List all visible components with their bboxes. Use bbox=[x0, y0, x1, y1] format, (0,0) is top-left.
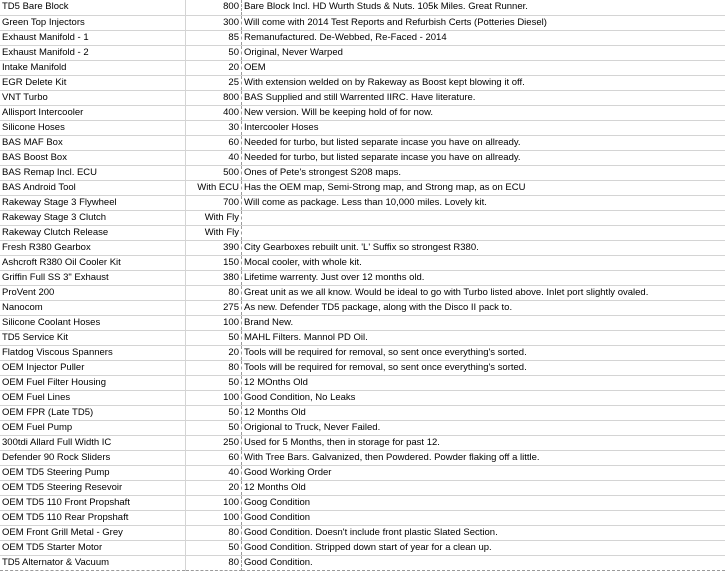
item-name-cell[interactable]: Nanocom bbox=[0, 300, 186, 315]
item-name-cell[interactable]: BAS Android Tool bbox=[0, 180, 186, 195]
price-cell[interactable]: 20 bbox=[186, 480, 242, 495]
notes-cell[interactable]: Ones of Pete's strongest S208 maps. bbox=[242, 165, 725, 180]
notes-cell[interactable]: With Tree Bars. Galvanized, then Powdered. Powder flaking off a little. bbox=[242, 450, 725, 465]
price-cell[interactable]: 50 bbox=[186, 405, 242, 420]
price-cell[interactable]: 25 bbox=[186, 75, 242, 90]
notes-cell[interactable]: Bare Block Incl. HD Wurth Studs & Nuts. 105k Miles. Great Runner. bbox=[242, 0, 725, 15]
price-cell[interactable]: 20 bbox=[186, 60, 242, 75]
table-row bbox=[0, 375, 725, 390]
item-name-cell[interactable]: OEM Injector Puller bbox=[0, 360, 186, 375]
price-cell[interactable]: 80 bbox=[186, 285, 242, 300]
notes-cell[interactable]: Mocal cooler, with whole kit. bbox=[242, 255, 725, 270]
notes-cell[interactable]: Will come with 2014 Test Reports and Refurbish Certs (Potteries Diesel) bbox=[242, 15, 725, 30]
item-name-cell[interactable]: Green Top Injectors bbox=[0, 15, 186, 30]
table-row bbox=[0, 75, 725, 90]
table-row bbox=[0, 165, 725, 180]
price-cell[interactable]: 300 bbox=[186, 15, 242, 30]
item-name-cell[interactable]: Exhaust Manifold - 2 bbox=[0, 45, 186, 60]
notes-cell[interactable]: Good Condition. bbox=[242, 555, 725, 570]
table-row bbox=[0, 270, 725, 285]
price-cell[interactable]: With ECU bbox=[186, 180, 242, 195]
item-name-cell[interactable]: BAS MAF Box bbox=[0, 135, 186, 150]
item-name-cell[interactable]: OEM Fuel Filter Housing bbox=[0, 375, 186, 390]
item-name-cell[interactable]: Flatdog Viscous Spanners bbox=[0, 345, 186, 360]
price-cell[interactable]: 80 bbox=[186, 360, 242, 375]
notes-cell[interactable]: Lifetime warrenty. Just over 12 months old. bbox=[242, 270, 725, 285]
price-cell[interactable]: With Fly bbox=[186, 225, 242, 240]
table-row bbox=[0, 345, 725, 360]
price-cell[interactable]: 380 bbox=[186, 270, 242, 285]
item-name-cell[interactable]: ProVent 200 bbox=[0, 285, 186, 300]
item-name-cell[interactable]: OEM TD5 110 Front Propshaft bbox=[0, 495, 186, 510]
table-row bbox=[0, 300, 725, 315]
notes-cell[interactable]: 12 MOnths Old bbox=[242, 375, 725, 390]
table-row bbox=[0, 480, 725, 495]
item-name-cell[interactable]: OEM TD5 Starter Motor bbox=[0, 540, 186, 555]
item-name-cell[interactable]: OEM Fuel Lines bbox=[0, 390, 186, 405]
table-row bbox=[0, 210, 725, 225]
notes-cell[interactable]: Needed for turbo, but listed separate incase you have on allready. bbox=[242, 150, 725, 165]
notes-cell[interactable]: Good Condition. Stripped down start of year for a clean up. bbox=[242, 540, 725, 555]
notes-cell[interactable]: BAS Supplied and still Warrented IIRC. Have literature. bbox=[242, 90, 725, 105]
table-row bbox=[0, 435, 725, 450]
notes-cell[interactable]: 12 Months Old bbox=[242, 480, 725, 495]
item-name-cell[interactable]: OEM TD5 Steering Resevoir bbox=[0, 480, 186, 495]
price-cell[interactable]: 85 bbox=[186, 30, 242, 45]
item-name-cell[interactable]: Griffin Full SS 3" Exhaust bbox=[0, 270, 186, 285]
notes-cell[interactable]: Brand New. bbox=[242, 315, 725, 330]
item-name-cell[interactable]: Intake Manifold bbox=[0, 60, 186, 75]
price-cell[interactable]: 50 bbox=[186, 375, 242, 390]
notes-cell[interactable] bbox=[242, 225, 725, 240]
table-row bbox=[0, 150, 725, 165]
price-cell[interactable]: 30 bbox=[186, 120, 242, 135]
notes-cell[interactable]: Intercooler Hoses bbox=[242, 120, 725, 135]
price-cell[interactable]: 40 bbox=[186, 150, 242, 165]
notes-cell[interactable]: Good Condition bbox=[242, 510, 725, 525]
notes-cell[interactable]: 12 Months Old bbox=[242, 405, 725, 420]
table-row bbox=[0, 495, 725, 510]
notes-cell[interactable]: Will come as package. Less than 10,000 miles. Lovely kit. bbox=[242, 195, 725, 210]
table-row bbox=[0, 105, 725, 120]
item-name-cell[interactable]: OEM TD5 110 Rear Propshaft bbox=[0, 510, 186, 525]
table-row bbox=[0, 135, 725, 150]
price-cell[interactable]: 100 bbox=[186, 510, 242, 525]
item-name-cell[interactable]: Allisport Intercooler bbox=[0, 105, 186, 120]
notes-cell[interactable]: Remanufactured. De-Webbed, Re-Faced - 2014 bbox=[242, 30, 725, 45]
item-name-cell[interactable]: Rakeway Stage 3 Flywheel bbox=[0, 195, 186, 210]
price-cell[interactable]: 50 bbox=[186, 45, 242, 60]
price-cell[interactable]: 80 bbox=[186, 525, 242, 540]
price-cell[interactable]: 100 bbox=[186, 495, 242, 510]
table-row bbox=[0, 195, 725, 210]
item-name-cell[interactable]: BAS Remap Incl. ECU bbox=[0, 165, 186, 180]
table-row bbox=[0, 225, 725, 240]
table-row bbox=[0, 240, 725, 255]
price-cell[interactable]: 250 bbox=[186, 435, 242, 450]
table-row bbox=[0, 180, 725, 195]
item-name-cell[interactable]: OEM Front Grill Metal - Grey bbox=[0, 525, 186, 540]
price-cell[interactable]: 50 bbox=[186, 330, 242, 345]
price-cell[interactable]: 700 bbox=[186, 195, 242, 210]
table-row bbox=[0, 405, 725, 420]
price-cell[interactable]: With Fly bbox=[186, 210, 242, 225]
price-cell[interactable]: 390 bbox=[186, 240, 242, 255]
item-name-cell[interactable]: Fresh R380 Gearbox bbox=[0, 240, 186, 255]
table-row bbox=[0, 420, 725, 435]
item-name-cell[interactable]: OEM TD5 Steering Pump bbox=[0, 465, 186, 480]
item-name-cell[interactable]: 300tdi Allard Full Width IC bbox=[0, 435, 186, 450]
table-row bbox=[0, 0, 725, 15]
price-cell[interactable]: 50 bbox=[186, 540, 242, 555]
item-name-cell[interactable]: Rakeway Stage 3 Clutch bbox=[0, 210, 186, 225]
table-row bbox=[0, 45, 725, 60]
item-name-cell[interactable]: BAS Boost Box bbox=[0, 150, 186, 165]
notes-cell[interactable]: Has the OEM map, Semi-Strong map, and Strong map, as on ECU bbox=[242, 180, 725, 195]
notes-cell[interactable]: Good Condition, No Leaks bbox=[242, 390, 725, 405]
table-row bbox=[0, 450, 725, 465]
notes-cell[interactable]: Good Working Order bbox=[242, 465, 725, 480]
price-cell[interactable]: 400 bbox=[186, 105, 242, 120]
item-name-cell[interactable]: VNT Turbo bbox=[0, 90, 186, 105]
price-cell[interactable]: 500 bbox=[186, 165, 242, 180]
table-row bbox=[0, 285, 725, 300]
notes-cell[interactable]: Original, Never Warped bbox=[242, 45, 725, 60]
price-cell[interactable]: 100 bbox=[186, 390, 242, 405]
item-name-cell[interactable]: TD5 Alternator & Vacuum bbox=[0, 555, 186, 570]
table-row bbox=[0, 120, 725, 135]
item-name-cell[interactable]: OEM Fuel Pump bbox=[0, 420, 186, 435]
table-row bbox=[0, 30, 725, 45]
price-cell[interactable]: 150 bbox=[186, 255, 242, 270]
notes-cell[interactable]: New version. Will be keeping hold of for now. bbox=[242, 105, 725, 120]
table-row bbox=[0, 255, 725, 270]
item-name-cell[interactable]: Exhaust Manifold - 1 bbox=[0, 30, 186, 45]
table-row bbox=[0, 90, 725, 105]
table-row bbox=[0, 555, 725, 570]
table-row bbox=[0, 540, 725, 555]
item-name-cell[interactable]: Silicone Hoses bbox=[0, 120, 186, 135]
price-cell[interactable]: 100 bbox=[186, 315, 242, 330]
item-name-cell[interactable]: Defender 90 Rock Sliders bbox=[0, 450, 186, 465]
price-cell[interactable]: 50 bbox=[186, 420, 242, 435]
price-cell[interactable]: 275 bbox=[186, 300, 242, 315]
price-cell[interactable]: 60 bbox=[186, 450, 242, 465]
price-cell[interactable]: 80 bbox=[186, 555, 242, 570]
price-cell[interactable]: 800 bbox=[186, 0, 242, 15]
notes-cell[interactable]: MAHL Filters. Mannol PD Oil. bbox=[242, 330, 725, 345]
item-name-cell[interactable]: OEM FPR (Late TD5) bbox=[0, 405, 186, 420]
notes-cell[interactable]: As new. Defender TD5 package, along with the Disco II pack to. bbox=[242, 300, 725, 315]
item-name-cell[interactable]: Silicone Coolant Hoses bbox=[0, 315, 186, 330]
notes-cell[interactable]: Tools will be required for removal, so sent once everything's sorted. bbox=[242, 360, 725, 375]
notes-cell[interactable]: Tools will be required for removal, so sent once everything's sorted. bbox=[242, 345, 725, 360]
price-cell[interactable]: 800 bbox=[186, 90, 242, 105]
table-row bbox=[0, 15, 725, 30]
price-cell[interactable]: 60 bbox=[186, 135, 242, 150]
item-name-cell[interactable]: EGR Delete Kit bbox=[0, 75, 186, 90]
notes-cell[interactable] bbox=[242, 210, 725, 225]
table-row bbox=[0, 60, 725, 75]
price-cell[interactable]: 20 bbox=[186, 345, 242, 360]
table-row bbox=[0, 390, 725, 405]
item-name-cell[interactable]: TD5 Service Kit bbox=[0, 330, 186, 345]
notes-cell[interactable]: With extension welded on by Rakeway as Boost kept blowing it off. bbox=[242, 75, 725, 90]
notes-cell[interactable]: OEM bbox=[242, 60, 725, 75]
notes-cell[interactable]: Goog Condition bbox=[242, 495, 725, 510]
notes-cell[interactable]: Used for 5 Months, then in storage for past 12. bbox=[242, 435, 725, 450]
item-name-cell[interactable]: Ashcroft R380 Oil Cooler Kit bbox=[0, 255, 186, 270]
notes-cell[interactable]: Good Condition. Doesn't include front plastic Slated Section. bbox=[242, 525, 725, 540]
notes-cell[interactable]: City Gearboxes rebuilt unit. 'L' Suffix so strongest R380. bbox=[242, 240, 725, 255]
item-name-cell[interactable]: Rakeway Clutch Release bbox=[0, 225, 186, 240]
notes-cell[interactable]: Needed for turbo, but listed separate incase you have on allready. bbox=[242, 135, 725, 150]
price-cell[interactable]: 40 bbox=[186, 465, 242, 480]
table-row bbox=[0, 465, 725, 480]
table-row bbox=[0, 330, 725, 345]
notes-cell[interactable]: Origional to Truck, Never Failed. bbox=[242, 420, 725, 435]
table-row bbox=[0, 315, 725, 330]
table-row bbox=[0, 525, 725, 540]
table-row bbox=[0, 360, 725, 375]
item-name-cell[interactable]: TD5 Bare Block bbox=[0, 0, 186, 15]
table-row bbox=[0, 510, 725, 525]
notes-cell[interactable]: Great unit as we all know. Would be ideal to go with Turbo listed above. Inlet port slightly ovaled. bbox=[242, 285, 725, 300]
